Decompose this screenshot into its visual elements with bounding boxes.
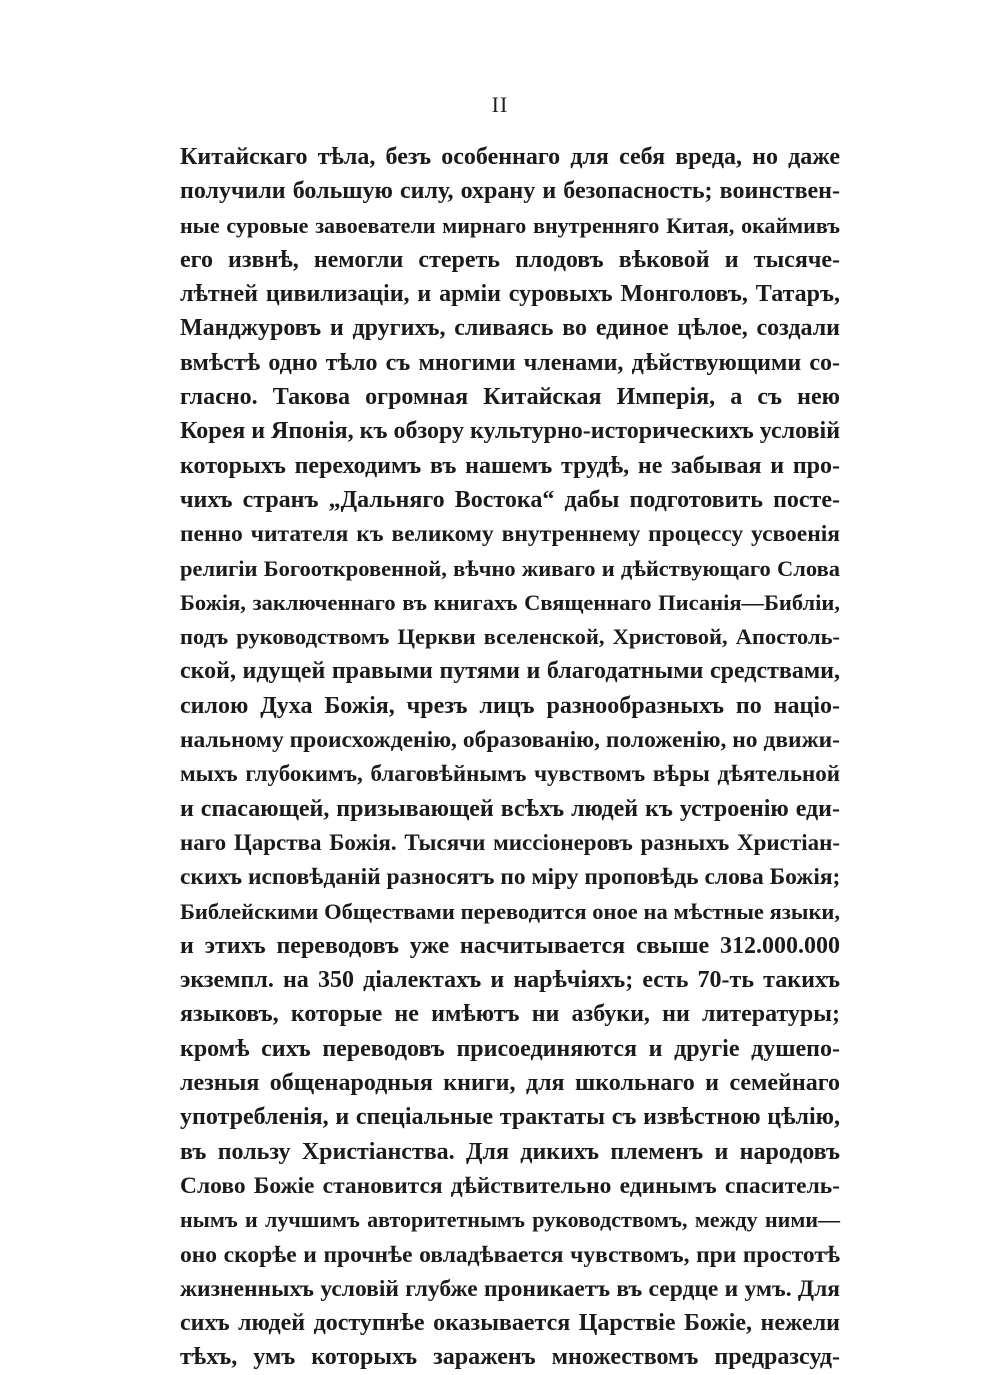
text-line: нальному происхожденію, образованію, положенію, но движи- xyxy=(180,727,840,754)
text-line: употребленія, и спеціальные трактаты съ извѣстною цѣлію, xyxy=(180,1104,840,1131)
text-line: ской, идущей правыми путями и благодатными средствами, xyxy=(180,658,840,685)
body-text xyxy=(180,140,840,1375)
text-line: чихъ странъ „Дальняго Востока“ дабы подготовить посте- xyxy=(180,486,840,513)
text-line: кромѣ сихъ переводовъ присоединяются и другіе душепо- xyxy=(180,1035,840,1062)
text-line: скихъ исповѣданій разносятъ по міру проповѣдь слова Божія; xyxy=(180,864,841,891)
text-line: подъ руководствомъ Церкви вселенской, Христовой, Апостоль- xyxy=(180,624,840,650)
text-line: нымъ и лучшимъ авторитетнымъ руководствомъ, между ними— xyxy=(180,1207,840,1233)
text-line: оно скорѣе и прочнѣе овладѣвается чувствомъ, при простотѣ xyxy=(180,1241,840,1268)
text-line: получили большую силу, охрану и безопасность; воинствен- xyxy=(180,178,840,205)
text-line: Божія, заключеннаго въ книгахъ Священнаго Писанія—Библіи, xyxy=(180,589,840,615)
page-number: II xyxy=(491,92,509,117)
text-line: мыхъ глубокимъ, благовѣйнымъ чувствомъ вѣры дѣятельной xyxy=(180,761,840,787)
text-line: сихъ людей доступнѣе оказывается Царствіе Божіе, нежели xyxy=(180,1310,840,1337)
text-line: экземпл. на 350 діалектахъ и нарѣчіяхъ; есть 70-ть такихъ xyxy=(180,967,840,994)
text-line: лѣтней цивилизаціи, и арміи суровыхъ Монголовъ, Татаръ, xyxy=(180,281,840,308)
text-line: тѣхъ, умъ которыхъ зараженъ множествомъ предразсуд- xyxy=(180,1344,840,1371)
text-line: наго Царства Божія. Тысячи миссіонеровъ разныхъ Христіан- xyxy=(180,829,840,855)
text-line: вмѣстѣ одно тѣло съ многими членами, дѣйствующими со- xyxy=(180,349,840,376)
text-line: языковъ, которые не имѣютъ ни азбуки, ни литературы; xyxy=(180,1001,840,1028)
text-line: лезныя общенародныя книги, для школьнаго и семейнаго xyxy=(180,1070,840,1097)
text-line: которыхъ переходимъ въ нашемъ трудѣ, не забывая и про- xyxy=(180,452,840,479)
text-line: Слово Божіе становится дѣйствительно единымъ спаситель- xyxy=(180,1172,840,1199)
text-line: Манджуровъ и другихъ, сливаясь во единое цѣлое, создали xyxy=(180,315,840,342)
text-line: жизненныхъ условій глубже проникаетъ въ сердце и умъ. Для xyxy=(180,1275,840,1302)
text-line: Корея и Японія, къ обзору культурно-историческихъ условій xyxy=(180,418,841,445)
text-line: и этихъ переводовъ уже насчитывается свыше 312.000.000 xyxy=(180,932,840,959)
text-line: религіи Богооткровенной, вѣчно живаго и дѣйствующаго Слова xyxy=(180,555,840,581)
text-line: пенно читателя къ великому внутреннему процессу усвоенія xyxy=(180,521,840,548)
text-line: и спасающей, призывающей всѣхъ людей къ устроенію еди- xyxy=(180,795,840,822)
text-line: силою Духа Божія, чрезъ лицъ разнообразныхъ по націо- xyxy=(180,692,840,719)
text-line: его извнѣ, немогли стереть плодовъ вѣковой и тысяче- xyxy=(180,246,840,273)
text-line: въ пользу Христіанства. Для дикихъ племенъ и народовъ xyxy=(180,1138,840,1165)
text-line: ные суровые завоеватели мирнаго внутренняго Китая, окаймивъ xyxy=(180,212,840,238)
text-line: гласно. Такова огромная Китайская Имперія, а съ нею xyxy=(180,384,840,411)
text-line: Библейскими Обществами переводится оное на мѣстные языки, xyxy=(180,898,840,924)
text-line: Китайскаго тѣла, безъ особеннаго для себя вреда, но даже xyxy=(180,144,840,170)
